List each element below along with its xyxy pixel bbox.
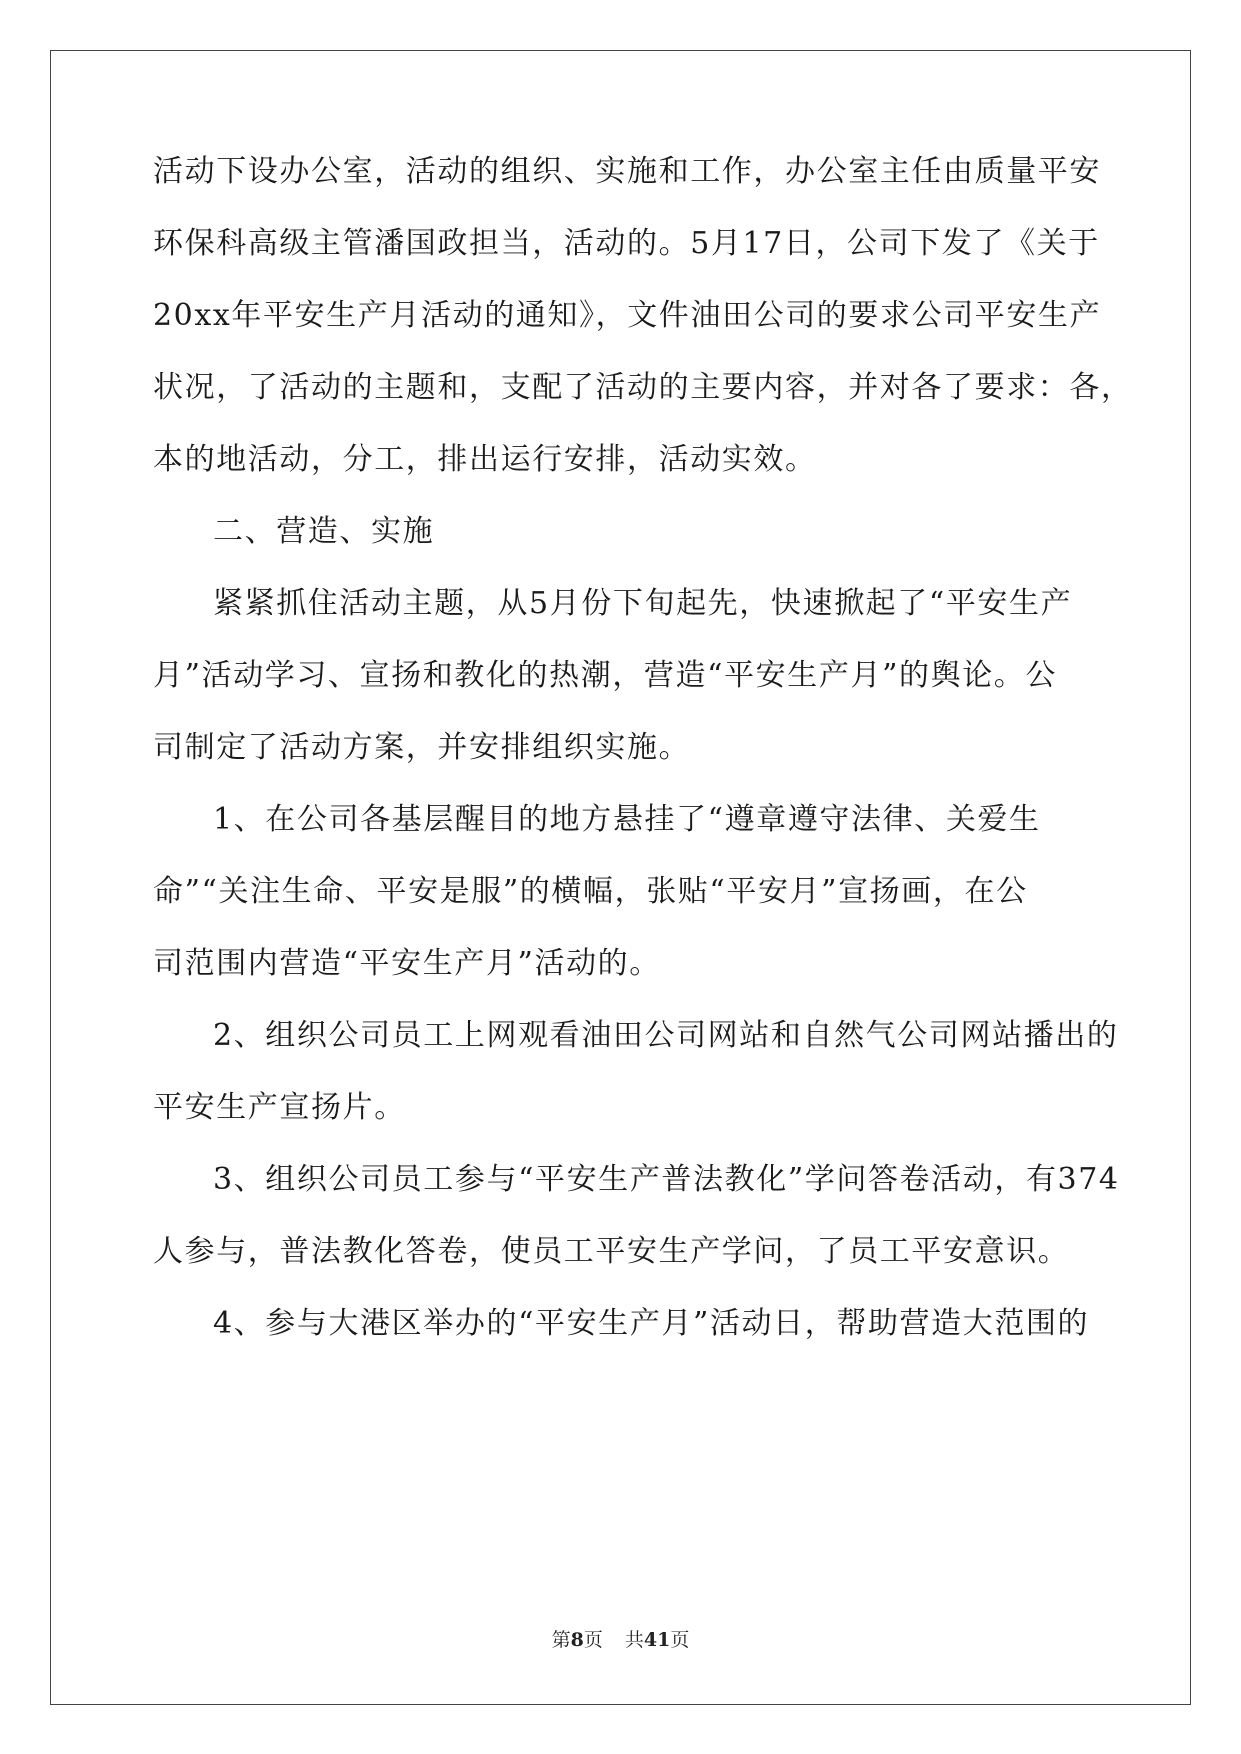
section-heading: 二、营造、实施 xyxy=(213,514,435,549)
text-line: 平安生产宣扬片。 xyxy=(153,1090,406,1125)
total-suffix: 页 xyxy=(670,1629,690,1651)
text-line: 环保科高级主管潘国政担当，活动的。5月17日，公司下发了《关于 xyxy=(153,226,1100,261)
page-suffix: 页 xyxy=(583,1629,603,1651)
total-prefix: 共 xyxy=(624,1629,644,1651)
text-line: 本的地活动，分工，排出运行安排，活动实效。 xyxy=(153,442,817,477)
text-line: 司制定了活动方案，并安排组织实施。 xyxy=(153,730,691,765)
text-line: 2、组织公司员工上网观看油田公司网站和自然气公司网站播出的 xyxy=(213,1018,1119,1053)
page-footer xyxy=(0,1628,1241,1652)
text-line: 紧紧抓住活动主题，从5月份下旬起先，快速掀起了“平安生产 xyxy=(213,586,1073,621)
text-line: 司范围内营造“平安生产月”活动的。 xyxy=(153,946,661,981)
text-line: 1、在公司各基层醒目的地方悬挂了“遵章遵守法律、关爱生 xyxy=(213,802,1041,837)
page-number: 8 xyxy=(570,1629,584,1651)
text-line: 月”活动学习、宣扬和教化的热潮，营造“平安生产月”的舆论。公 xyxy=(153,658,1058,693)
text-line: 状况，了活动的主题和，支配了活动的主要内容，并对各了要求：各， xyxy=(153,370,1133,405)
text-line: 20xx年平安生产月活动的通知》，文件油田公司的要求公司平安生产 xyxy=(153,298,1102,333)
page-prefix: 第 xyxy=(551,1629,571,1651)
text-line: 命”“关注生命、平安是服”的横幅，张贴“平安月”宣扬画，在公 xyxy=(153,874,1028,909)
text-line: 4、参与大港区举办的“平安生产月”活动日，帮助营造大范围的 xyxy=(213,1306,1090,1341)
text-line: 人参与，普法教化答卷，使员工平安生产学问，了员工平安意识。 xyxy=(153,1234,1070,1269)
text-line: 活动下设办公室，活动的组织、实施和工作，办公室主任由质量平安 xyxy=(153,154,1101,189)
total-pages: 41 xyxy=(643,1629,671,1651)
text-line: 3、组织公司员工参与“平安生产普法教化”学问答卷活动，有374 xyxy=(213,1162,1120,1197)
